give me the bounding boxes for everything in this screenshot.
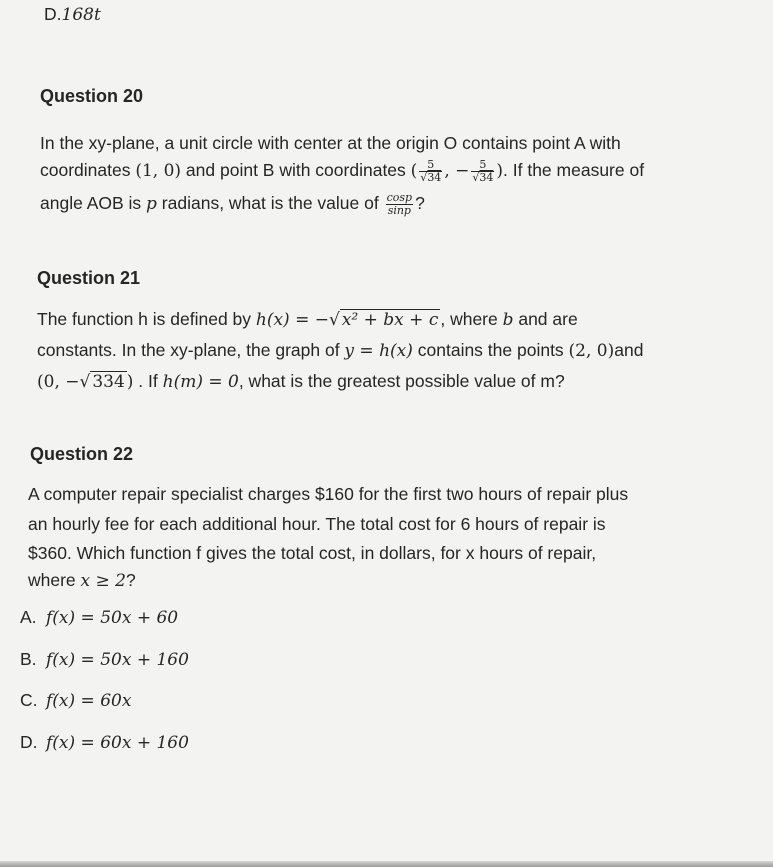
q20-text: . If the measure of bbox=[503, 160, 645, 180]
graph-equation: y = h(x) bbox=[344, 341, 413, 361]
answer-letter: D. bbox=[44, 4, 62, 24]
variable-b: b bbox=[502, 310, 514, 330]
point-0-close: ) bbox=[126, 372, 134, 392]
h-m-equation: h(m) = 0 bbox=[162, 372, 239, 392]
question-21-heading: Question 21 bbox=[37, 268, 141, 288]
option-b[interactable] bbox=[20, 647, 189, 672]
ratio-numerator: cosp bbox=[386, 190, 413, 204]
frac-radicand: 34 bbox=[427, 170, 442, 184]
option-c[interactable] bbox=[20, 688, 131, 713]
point-a-coordinates: (1, 0) bbox=[135, 161, 182, 181]
option-a[interactable] bbox=[20, 605, 178, 630]
q22-line-1: A computer repair specialist charges $160 for the first two hours of repair plus bbox=[28, 484, 629, 504]
q22-text: where bbox=[28, 570, 81, 590]
option-d[interactable] bbox=[20, 730, 189, 755]
point-b-close: ) bbox=[496, 161, 504, 181]
option-expression: f(x) = 50x + 160 bbox=[46, 650, 189, 670]
q21-text: , where bbox=[440, 309, 503, 329]
condition-x-ge-2: x ≥ 2 bbox=[80, 571, 126, 591]
q21-line-2 bbox=[37, 338, 643, 363]
frac-radicand: 34 bbox=[479, 170, 494, 184]
option-letter: D. bbox=[20, 732, 38, 752]
option-letter: A. bbox=[20, 607, 37, 627]
q21-text: contains the points bbox=[412, 340, 569, 360]
option-letter: C. bbox=[20, 690, 38, 710]
q20-text: and point B with coordinates bbox=[181, 160, 411, 180]
fraction-neg-5-over-sqrt34 bbox=[471, 159, 494, 184]
frac-denominator: √34 bbox=[472, 170, 494, 184]
q20-text: angle AOB is bbox=[40, 193, 147, 213]
frac-numerator: 5 bbox=[471, 159, 494, 172]
q21-text: , what is the greatest possible value of m? bbox=[238, 371, 565, 391]
q22-line-2: an hourly fee for each additional hour. The total cost for 6 hours of repair is bbox=[28, 514, 606, 534]
frac-denominator: √34 bbox=[420, 170, 442, 184]
q20-line-2 bbox=[40, 158, 644, 184]
q20-line-3 bbox=[40, 191, 425, 217]
q21-text: and are bbox=[513, 309, 578, 329]
answer-value: 168t bbox=[61, 5, 101, 25]
fraction-5-over-sqrt34 bbox=[419, 159, 442, 184]
sqrt-expression: √ x² + bx + c bbox=[329, 310, 439, 330]
point-0-open: (0, − bbox=[37, 372, 80, 392]
q21-text: The function h is defined by bbox=[37, 309, 256, 329]
q22-text: ? bbox=[126, 570, 136, 590]
option-expression: f(x) = 60x + 160 bbox=[46, 733, 189, 753]
q21-line-3 bbox=[37, 369, 565, 394]
radicand: x² + bx + c bbox=[341, 310, 439, 330]
question-22-heading: Question 22 bbox=[30, 444, 134, 464]
page-bottom-edge bbox=[0, 861, 773, 867]
point-b-open: ( bbox=[410, 161, 418, 181]
radicand-334: 334 bbox=[92, 372, 125, 392]
q21-text: and bbox=[614, 340, 644, 360]
q21-line-1 bbox=[37, 307, 578, 332]
frac-numerator: 5 bbox=[419, 159, 442, 172]
h-definition: h(x) = − bbox=[255, 310, 329, 330]
q22-line-3: $360. Which function f gives the total cost, in dollars, for x hours of repair, bbox=[28, 543, 597, 563]
ratio-denominator: sinp bbox=[387, 203, 411, 217]
option-expression: f(x) = 60x bbox=[46, 691, 132, 711]
q21-text: constants. In the xy-plane, the graph of bbox=[37, 340, 345, 360]
q22-line-4 bbox=[28, 568, 136, 593]
comma-minus: , − bbox=[444, 161, 470, 181]
point-2-0: (2, 0) bbox=[568, 341, 615, 361]
q20-text: coordinates bbox=[40, 160, 136, 180]
q21-text: . If bbox=[133, 371, 163, 391]
q20-text: radians, what is the value of bbox=[156, 193, 384, 213]
q20-text: ? bbox=[415, 193, 425, 213]
option-letter: B. bbox=[20, 649, 37, 669]
cos-over-sin-fraction bbox=[386, 192, 413, 217]
q20-line-1: In the xy-plane, a unit circle with center at the origin O contains point A with bbox=[40, 133, 621, 153]
sqrt-334: √ 334 bbox=[79, 372, 125, 392]
option-expression: f(x) = 50x + 60 bbox=[46, 608, 179, 628]
previous-answer-d bbox=[44, 2, 101, 27]
question-20-heading: Question 20 bbox=[40, 86, 144, 106]
variable-p: p bbox=[146, 194, 157, 214]
